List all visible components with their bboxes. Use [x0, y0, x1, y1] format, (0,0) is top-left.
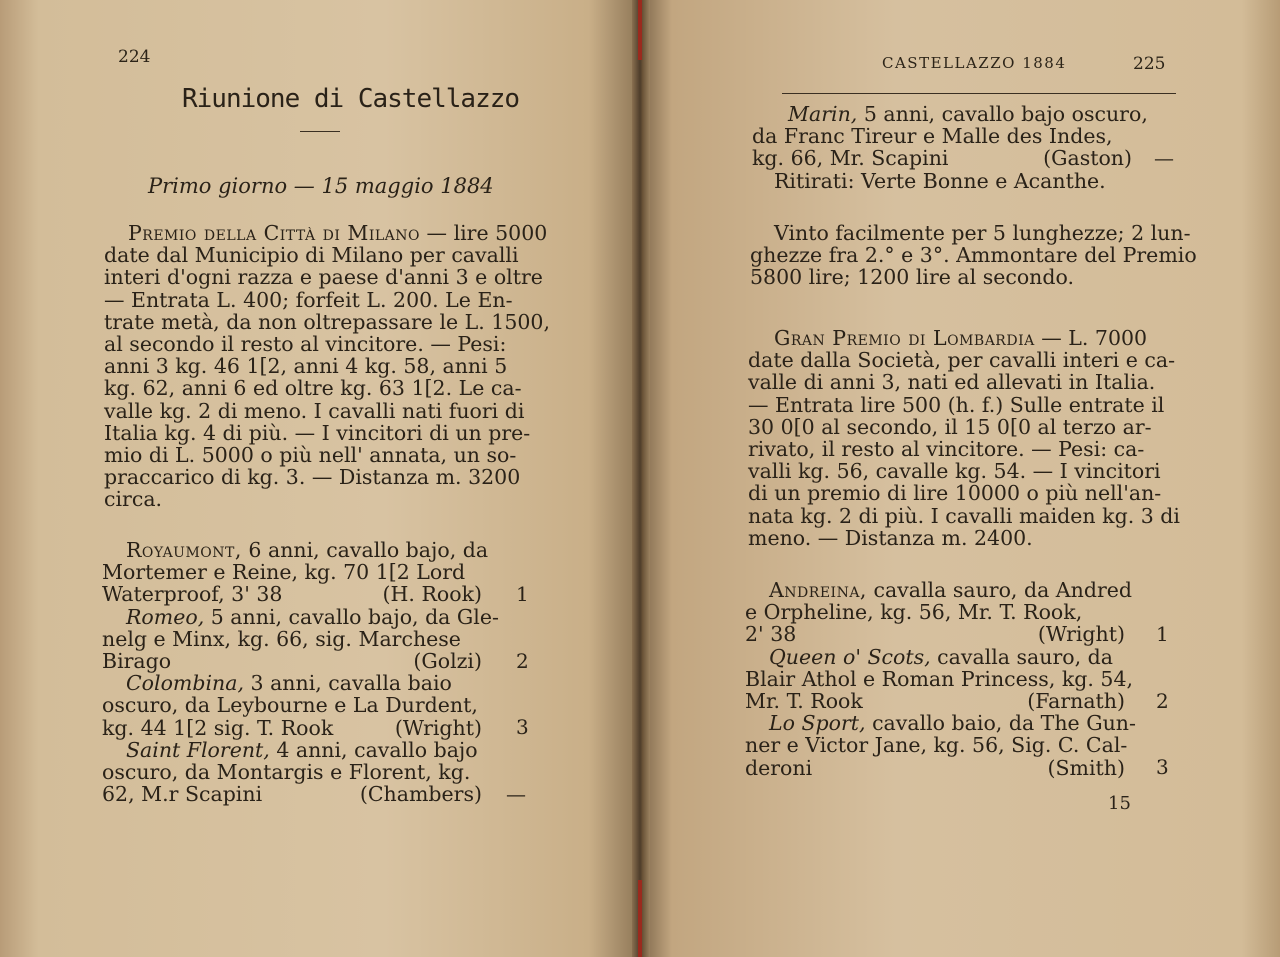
continued-result [752, 102, 1174, 193]
result-entry: Marin, 5 anni, cavallo bajo oscuro, da Franc Tireur e Malle des Indes, kg. 66, Mr. Scapini (Gaston) — Ritirati: Verte Bonne e Acanthe. [752, 102, 1174, 193]
page-number-right: 225 [1133, 54, 1166, 74]
header-rule [782, 93, 1176, 94]
chapter-title: Riunione di Castellazzo [182, 84, 520, 114]
binding-thread [638, 880, 642, 957]
withdrawn-note: Ritirati: Verte Bonne e Acanthe. [774, 168, 1106, 193]
book-gutter [632, 0, 650, 957]
result-entry: Lo Sport, cavallo baio, da The Gun- ner e Victor Jane, kg. 56, Sig. C. Cal- deroni (Smith) 3 [745, 711, 1169, 780]
page-number-left: 224 [118, 47, 151, 67]
result-entry: Andreina, cavalla sauro, da Andred e Orpheline, kg. 56, Mr. T. Rook, 2' 38 (Wright) 1 [745, 578, 1169, 647]
placing: — [1154, 146, 1174, 170]
race-name: Gran Premio di Lombardia [774, 326, 1035, 350]
race-summary: Vinto facilmente per 5 lunghezze; 2 lun- ghezze fra 2.° e 3°. Ammontare del Premio 5800 lire; 1200 lire al secondo. [750, 221, 1197, 290]
placing: 3 [516, 715, 529, 740]
result-entry: Royaumont, 6 anni, cavallo bajo, da Mortemer e Reine, kg. 70 1[2 Lord Waterproof, 3' 38 (H. Rook) 1 [102, 538, 529, 607]
race-name: Premio della Città di Milano [128, 221, 421, 245]
day-subtitle: Primo giorno — 15 maggio 1884 [148, 174, 494, 198]
race-conditions-milano: Premio della Città di Milano — lire 5000 date dal Municipio di Milano per cavalli interi d'ogni razza e paese d'anni 3 e oltre — Entrata L. 400; forfeit L. 200. Le En- trate metà, da non oltrepassare le L. 1500, al secondo il resto al vincitore. — Pesi: anni 3 kg. 46 1[2, anni 4 kg. 58, anni 5 kg. 62, anni 6 ed oltre kg. 63 1[2. Le ca- valle kg. 2 di meno. I cavalli nati fuori di Italia kg. 4 di più. — I vincitori di un pre- mio di L. 5000 o più nell' annata, un so- praccarico di kg. 3. — Distanza m. 3200 circa. [104, 221, 550, 512]
result-entry: Colombina, 3 anni, cavalla baio oscuro, da Leybourne e La Durdent, kg. 44 1[2 sig. T. Rook (Wright) 3 [102, 671, 529, 740]
results-list-left [102, 538, 529, 807]
result-entry: Queen o' Scots, cavalla sauro, da Blair Athol e Roman Princess, kg. 54, Mr. T. Rook (Farnath) 2 [745, 644, 1169, 714]
result-entry: Saint Florent, 4 anni, cavallo bajo oscuro, da Montargis e Florent, kg. 62, M.r Scapini (Chambers) — [102, 737, 526, 807]
placing: 3 [1156, 755, 1169, 780]
placing: — [506, 781, 526, 806]
placing: 1 [516, 582, 529, 606]
result-entry: Romeo, 5 anni, cavallo bajo, da Gle- nelg e Minx, kg. 66, sig. Marchese Birago (Golzi) 2 [102, 604, 529, 674]
race-conditions-lombardia: Gran Premio di Lombardia — L. 7000 date dalla Società, per cavalli interi e ca- valle di anni 3, nati ed allevati in Italia. — Entrata lire 500 (h. f.) Sulle entrate il 30 0[0 al secondo, il 15 0[0 al terzo ar- rivato, il resto al vincitore. — Pesi: ca- valli kg. 56, cavalle kg. 54. — I vincitori di un premio di lire 10000 o più nell'an- nata kg. 2 di più. I cavalli maiden kg. 3 di meno. — Distanza m. 2400. [748, 326, 1180, 550]
signature-mark: 15 [1108, 793, 1131, 814]
results-list-right [745, 578, 1169, 780]
running-head: CASTELLAZZO 1884 [882, 54, 1067, 72]
placing: 1 [1156, 622, 1169, 646]
placing: 2 [516, 648, 529, 673]
binding-thread [638, 0, 642, 60]
placing: 2 [1156, 688, 1169, 713]
title-rule [300, 131, 340, 132]
